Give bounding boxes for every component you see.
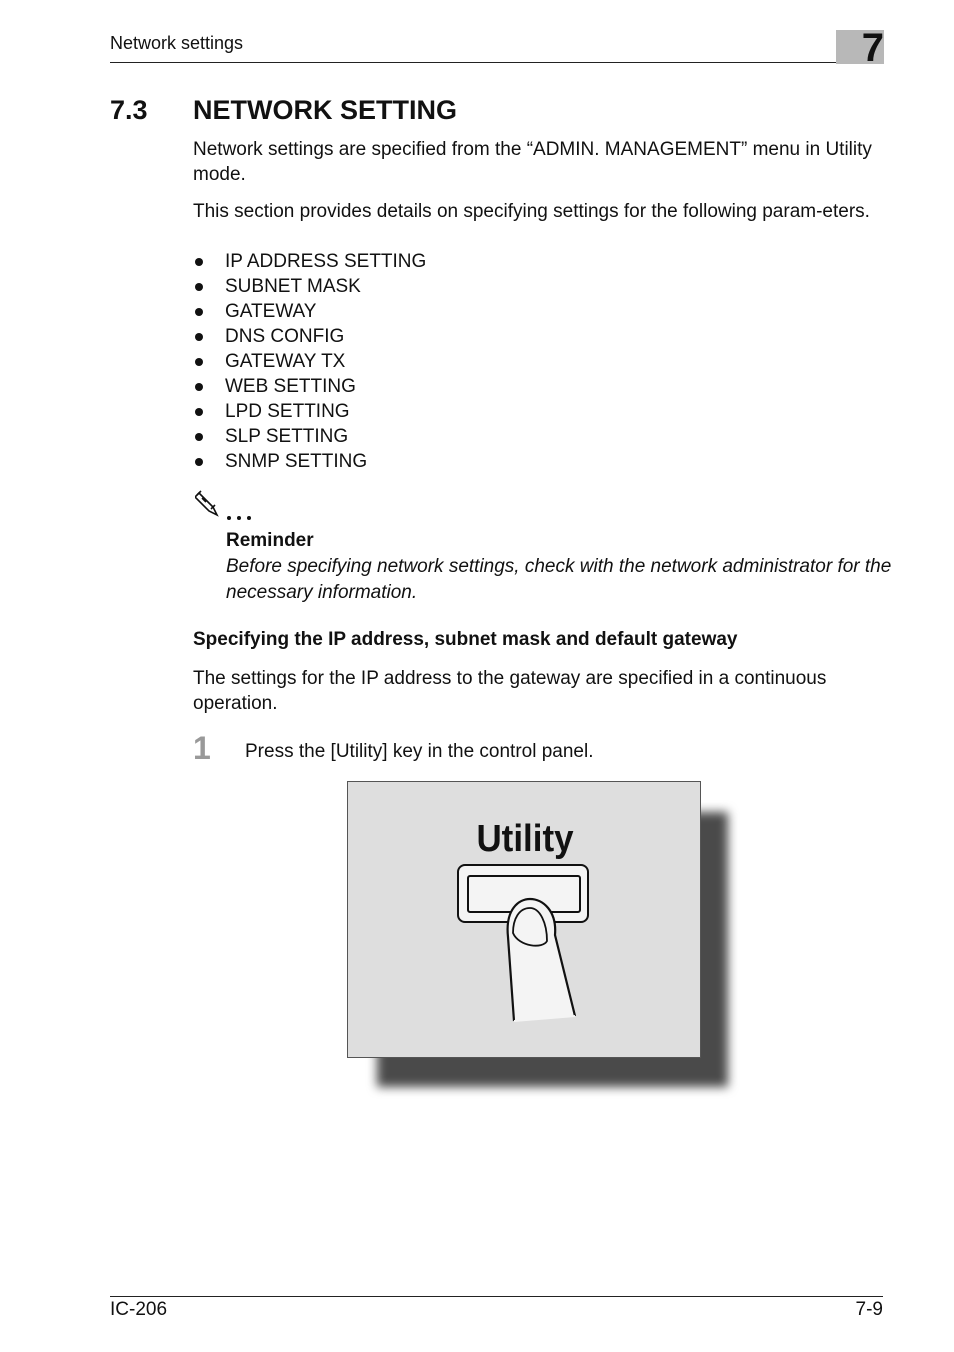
pencil-note-icon	[195, 487, 265, 523]
footer-document-id: IC-206	[110, 1299, 168, 1320]
list-item: GATEWAY TX	[193, 349, 426, 374]
bullet-icon	[195, 408, 203, 416]
bullet-icon	[195, 308, 203, 316]
reminder-text: Before specifying network settings, check with the network administrator for the necessary information.	[226, 556, 892, 603]
list-item: GATEWAY	[193, 299, 426, 324]
bullet-icon	[195, 333, 203, 341]
bullet-icon	[195, 258, 203, 266]
bullet-icon	[195, 458, 203, 466]
list-item: IP ADDRESS SETTING	[193, 249, 426, 274]
section-title: NETWORK SETTING	[193, 95, 457, 125]
bullet-icon	[195, 358, 203, 366]
step-text: Press the [Utility] key in the control panel.	[245, 741, 594, 762]
footer-page-number: 7-9	[855, 1299, 883, 1320]
list-item: WEB SETTING	[193, 374, 426, 399]
utility-key-drawing	[347, 781, 701, 1058]
running-header: Network settings	[110, 33, 244, 53]
step-number: 1	[193, 730, 211, 766]
chapter-number: 7	[861, 26, 884, 70]
bullet-icon	[195, 383, 203, 391]
list-item: LPD SETTING	[193, 399, 426, 424]
params-intro-paragraph: This section provides details on specifying settings for the following param-eters.	[193, 201, 870, 222]
list-item: SNMP SETTING	[193, 449, 426, 474]
list-item: SUBNET MASK	[193, 274, 426, 299]
parameter-list	[193, 249, 426, 474]
list-item: SLP SETTING	[193, 424, 426, 449]
section-number: 7.3	[110, 95, 148, 125]
reminder-title: Reminder	[226, 530, 314, 551]
bullet-icon	[195, 283, 203, 291]
footer-rule	[110, 1296, 883, 1297]
bullet-icon	[195, 433, 203, 441]
utility-key-label: Utility	[476, 816, 574, 860]
subsection-title: Specifying the IP address, subnet mask and default gateway	[193, 629, 738, 650]
intro-paragraph: Network settings are specified from the “ADMIN. MANAGEMENT” menu in Utility mode.	[193, 139, 872, 185]
list-item: DNS CONFIG	[193, 324, 426, 349]
subsection-paragraph: The settings for the IP address to the gateway are specified in a continuous operation.	[193, 668, 827, 714]
header-rule	[110, 62, 883, 63]
